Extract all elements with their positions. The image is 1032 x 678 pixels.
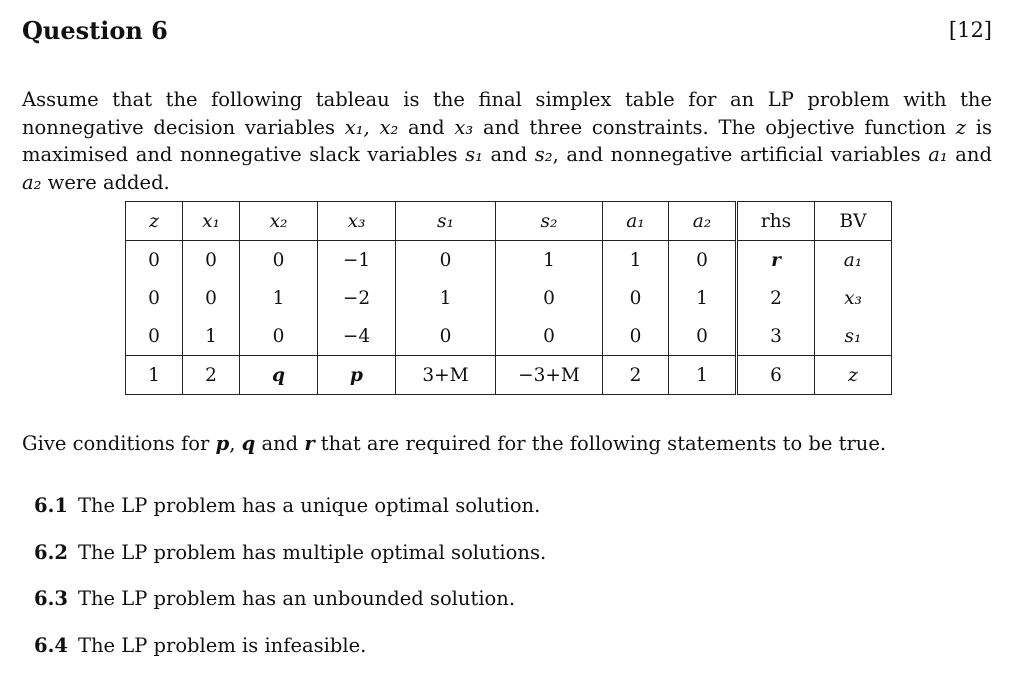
question-title: Question 6 [22,16,168,45]
table-cell: 0 [240,241,318,280]
table-cell: 0 [126,241,183,280]
table-cell: 0 [183,241,240,280]
intro-var-x3: x₃ [454,116,473,139]
item-text: The LP problem has multiple optimal solutions. [78,541,546,564]
header-cell: a₁ [603,202,669,241]
intro-var-s1: s₁ [465,143,483,166]
list-item [34,632,546,678]
item-number: 6.2 [34,541,68,564]
table-cell: 0 [183,279,240,317]
table-cell: 6 [737,356,815,395]
prompt-text-3: and [255,432,304,455]
table-cell: 3 [737,317,815,356]
table-cell: 1 [126,356,183,395]
table-cell: −4 [318,317,396,356]
prompt-var-r: r [304,432,314,455]
table-row [126,317,892,356]
intro-var-s2: s₂ [535,143,553,166]
intro-text-6: , and nonnegative artificial variables [553,143,929,166]
table-cell: −1 [318,241,396,280]
intro-var-a2: a₂ [22,171,41,194]
list-item [34,492,546,539]
table-cell: 1 [603,241,669,280]
table-cell: 0 [126,279,183,317]
item-number: 6.4 [34,634,68,657]
header-cell: x₂ [240,202,318,241]
header-cell: x₃ [318,202,396,241]
table-cell: 0 [240,317,318,356]
header-cell: z [126,202,183,241]
list-item [34,585,546,632]
table-cell: 2 [183,356,240,395]
table-cell: 1 [240,279,318,317]
table-cell: −3+M [496,356,603,395]
table-cell: 0 [396,241,496,280]
table-cell: 0 [669,317,737,356]
table-cell: 0 [496,317,603,356]
table-cell: 0 [496,279,603,317]
header-cell: x₁ [183,202,240,241]
objective-row [126,356,892,395]
table-cell: 3+M [396,356,496,395]
intro-text-5: and [483,143,535,166]
header-cell: a₂ [669,202,737,241]
question-marks: [12] [949,18,992,42]
table-cell: 0 [603,317,669,356]
intro-text-4: is maximised and nonnegative slack variables [22,116,992,167]
table-cell: 2 [603,356,669,395]
table-cell: 1 [183,317,240,356]
list-item [34,539,546,586]
prompt-text-2: , [229,432,241,455]
item-number: 6.1 [34,494,68,517]
table-cell: 0 [603,279,669,317]
table-cell: 0 [669,241,737,280]
table-cell: 1 [396,279,496,317]
table-cell: z [815,356,892,395]
intro-text-8: were added. [41,171,169,194]
header-cell: s₂ [496,202,603,241]
header-cell: rhs [737,202,815,241]
intro-var-x1x2: x₁, x₂ [345,116,399,139]
intro-var-z: z [956,116,966,139]
table-cell: 2 [737,279,815,317]
prompt-var-q: q [242,432,256,455]
table-cell: 1 [669,279,737,317]
item-text: The LP problem has a unique optimal solution. [78,494,540,517]
intro-text-1: Assume that the following tableau is the final simplex table for an LP problem with the nonnegative decision variables [22,88,992,139]
table-cell: x₃ [815,279,892,317]
table-cell: a₁ [815,241,892,280]
header-cell: BV [815,202,892,241]
intro-text-7: and [948,143,992,166]
prompt-text-4: that are required for the following statements to be true. [315,432,887,455]
intro-paragraph [22,86,992,196]
intro-text-2: and [398,116,454,139]
prompt-var-p: p [216,432,230,455]
item-text: The LP problem has an unbounded solution. [78,587,515,610]
header-cell: s₁ [396,202,496,241]
table-cell: −2 [318,279,396,317]
intro-text-3: and three constraints. The objective function [473,116,956,139]
item-number: 6.3 [34,587,68,610]
simplex-tableau [125,201,892,395]
table-cell: 0 [126,317,183,356]
table-cell: p [318,356,396,395]
table-cell: 1 [496,241,603,280]
intro-var-a1: a₁ [928,143,947,166]
table-cell: 1 [669,356,737,395]
table-row [126,241,892,280]
table-cell: 0 [396,317,496,356]
table-cell: r [737,241,815,280]
item-text: The LP problem is infeasible. [78,634,366,657]
table-row [126,279,892,317]
table-cell: q [240,356,318,395]
table-cell: s₁ [815,317,892,356]
prompt-text-1: Give conditions for [22,432,216,455]
tableau-header-row [126,202,892,241]
conditions-prompt [22,432,886,455]
sub-question-list [34,492,546,678]
